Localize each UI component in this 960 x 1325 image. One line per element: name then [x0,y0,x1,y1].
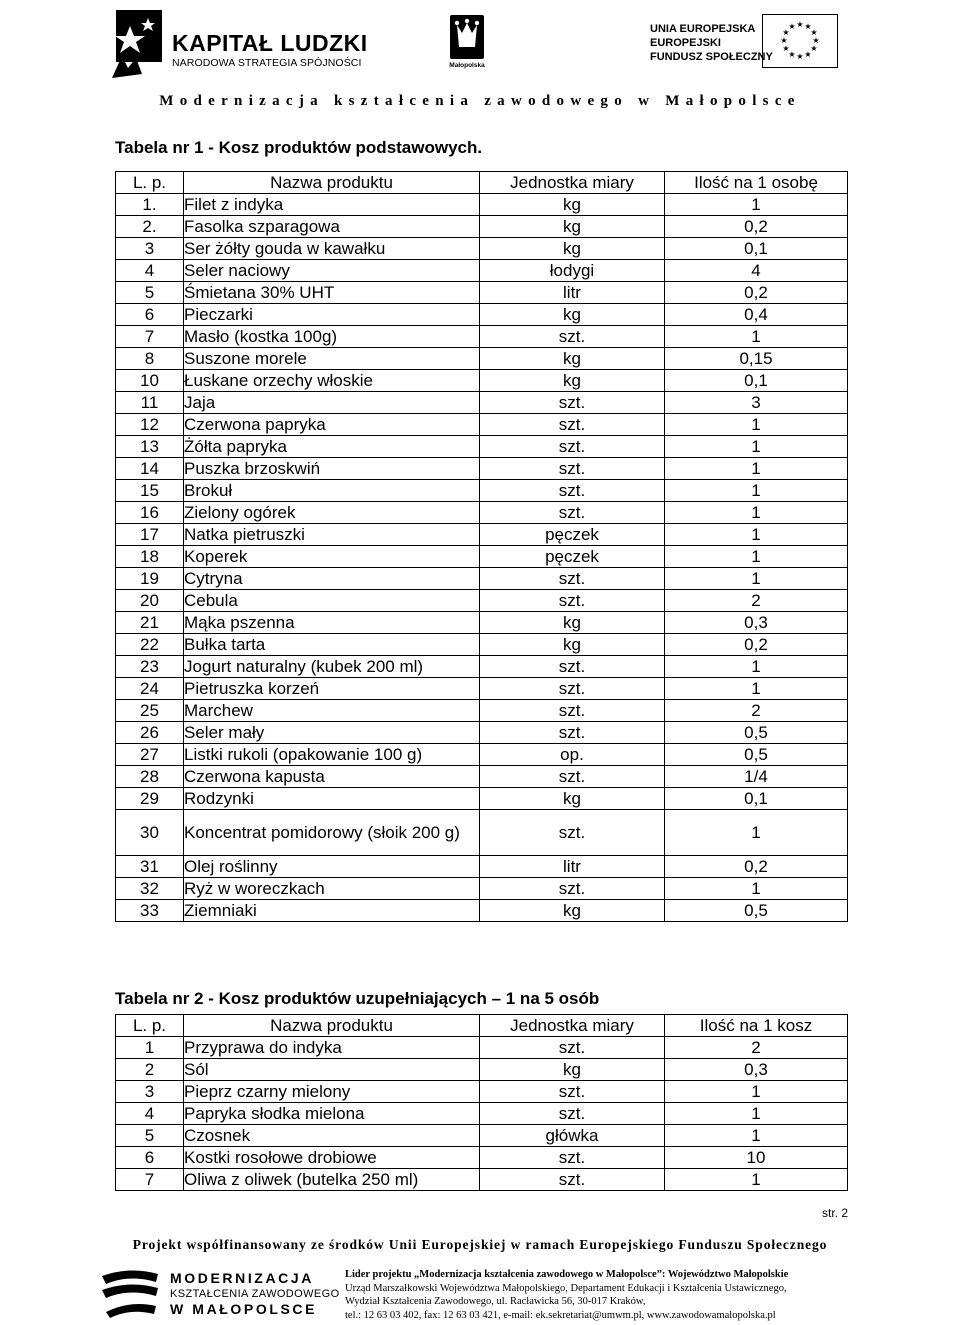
cell-quantity: 1 [665,810,848,856]
cell-product-name: Pieczarki [184,304,480,326]
table-row [116,878,848,900]
cell-product-name: Zielony ogórek [184,502,480,524]
cell-quantity: 1 [665,326,848,348]
col-header-unit: Jednostka miary [480,1015,665,1037]
cell-quantity: 0,2 [665,634,848,656]
cofinanced-statement: Projekt współfinansowany ze środków Unii Europejskiej w ramach Europejskiego Funduszu Społecznego [132,1237,828,1252]
cell-unit: kg [480,1059,665,1081]
svg-text:★: ★ [782,44,790,53]
col-header-name: Nazwa produktu [184,1015,480,1037]
cell-unit: główka [480,1125,665,1147]
cell-unit: kg [480,304,665,326]
cell-unit: kg [480,348,665,370]
table1-caption: Tabela nr 1 - Kosz produktów podstawowych. [115,138,483,157]
cell-quantity: 2 [665,590,848,612]
cell-product-name: Suszone morele [184,348,480,370]
cell-quantity: 1 [665,1081,848,1103]
col-header-lp: L. p. [116,1015,184,1037]
cell-lp: 25 [116,700,184,722]
cell-lp: 4 [116,260,184,282]
cell-lp: 3 [116,1081,184,1103]
cell-lp: 20 [116,590,184,612]
cell-lp: 4 [116,1103,184,1125]
cell-quantity: 10 [665,1147,848,1169]
leader-line-3: Wydział Kształcenia Zawodowego, ul. Racławicka 56, 30-017 Kraków, [345,1296,646,1307]
cell-quantity: 1/4 [665,766,848,788]
kapital-ludzki-logo [108,8,368,80]
cell-quantity: 1 [665,1169,848,1191]
cell-quantity: 1 [665,568,848,590]
cell-quantity: 1 [665,546,848,568]
cell-unit: szt. [480,590,665,612]
cell-unit: szt. [480,1147,665,1169]
cell-quantity: 1 [665,524,848,546]
cell-quantity: 0,5 [665,744,848,766]
cell-lp: 5 [116,1125,184,1147]
cell-unit: kg [480,194,665,216]
cell-product-name: Bułka tarta [184,634,480,656]
cell-lp: 3 [116,238,184,260]
table-row [116,722,848,744]
table-row [116,788,848,810]
cell-product-name: Marchew [184,700,480,722]
cell-product-name: Jogurt naturalny (kubek 200 ml) [184,656,480,678]
cell-product-name: Przyprawa do indyka [184,1037,480,1059]
cell-product-name: Rodzynki [184,788,480,810]
cell-product-name: Oliwa z oliwek (butelka 250 ml) [184,1169,480,1191]
cell-lp: 32 [116,878,184,900]
cell-unit: szt. [480,656,665,678]
table-row [116,568,848,590]
svg-text:★: ★ [810,44,818,53]
table-row [116,414,848,436]
cell-lp: 21 [116,612,184,634]
cell-product-name: Seler naciowy [184,260,480,282]
cell-quantity: 1 [665,480,848,502]
table-row [116,678,848,700]
cell-product-name: Ryż w woreczkach [184,878,480,900]
cell-unit: szt. [480,414,665,436]
table-row [116,1169,848,1191]
cell-unit: szt. [480,1169,665,1191]
cell-lp: 6 [116,304,184,326]
cell-lp: 26 [116,722,184,744]
cell-unit: szt. [480,392,665,414]
table-row [116,1147,848,1169]
table-row [116,810,848,856]
cell-product-name: Czosnek [184,1125,480,1147]
table-row [116,348,848,370]
malopolska-logo [447,15,487,75]
svg-text:★: ★ [788,22,796,31]
cell-product-name: Brokuł [184,480,480,502]
malopolska-emblem-icon [450,15,484,59]
cell-product-name: Masło (kostka 100g) [184,326,480,348]
svg-text:★: ★ [804,50,812,59]
leader-line-1: Lider projektu „Modernizacja kształcenia zawodowego w Małopolsce”: Województwo Małopolskie [345,1269,789,1280]
cell-product-name: Cebula [184,590,480,612]
leader-line-4: tel.: 12 63 03 402, fax: 12 63 03 421, e-mail: ek.sekretariat@umwm.pl, www.zawodowamalopolska.pl [345,1309,776,1321]
kapital-ludzki-subtitle: NARODOWA STRATEGIA SPÓJNOŚCI [172,57,362,69]
table-row [116,1103,848,1125]
col-header-qty: Ilość na 1 kosz [665,1015,848,1037]
svg-text:★: ★ [812,36,820,45]
cell-quantity: 0,2 [665,282,848,304]
table-header-row [116,1015,848,1037]
cell-quantity: 2 [665,700,848,722]
cell-lp: 1 [116,1037,184,1059]
cell-unit: szt. [480,722,665,744]
cell-unit: szt. [480,766,665,788]
table-row [116,370,848,392]
leader-line-2: Urząd Marszałkowski Województwa Małopolskiego, Departament Edukacji i Kształcenia Ustawicznego, [345,1282,787,1294]
svg-text:★: ★ [788,50,796,59]
cell-lp: 1. [116,194,184,216]
col-header-unit: Jednostka miary [480,172,665,194]
cell-quantity: 4 [665,260,848,282]
table-row [116,524,848,546]
cell-unit: szt. [480,1103,665,1125]
cell-quantity: 0,3 [665,612,848,634]
cell-unit: szt. [480,568,665,590]
cell-quantity: 0,2 [665,216,848,238]
table-row [116,480,848,502]
cell-product-name: Sól [184,1059,480,1081]
table-row [116,458,848,480]
cell-product-name: Koperek [184,546,480,568]
cell-unit: kg [480,900,665,922]
modernizacja-line-3: W MAŁOPOLSCE [170,1301,318,1317]
cell-quantity: 0,3 [665,1059,848,1081]
cell-unit: łodygi [480,260,665,282]
cell-quantity: 1 [665,878,848,900]
table-row [116,766,848,788]
svg-text:★: ★ [780,36,788,45]
cell-product-name: Koncentrat pomidorowy (słoik 200 g) [184,810,480,856]
table-row [116,590,848,612]
cell-lp: 19 [116,568,184,590]
cell-unit: kg [480,634,665,656]
cell-lp: 13 [116,436,184,458]
project-tagline: Modernizacja kształcenia zawodowego w Małopolsce [159,93,801,109]
basic-products-table [115,171,848,922]
table-row [116,392,848,414]
cell-product-name: Ziemniaki [184,900,480,922]
cell-product-name: Kostki rosołowe drobiowe [184,1147,480,1169]
cell-lp: 5 [116,282,184,304]
cell-lp: 18 [116,546,184,568]
col-header-name: Nazwa produktu [184,172,480,194]
cell-unit: pęczek [480,546,665,568]
table-row [116,1059,848,1081]
cell-unit: szt. [480,326,665,348]
cell-unit: pęczek [480,524,665,546]
cell-unit: szt. [480,678,665,700]
cell-lp: 31 [116,856,184,878]
table-row [116,900,848,922]
cell-lp: 2 [116,1059,184,1081]
cell-quantity: 0,1 [665,370,848,392]
cell-quantity: 1 [665,436,848,458]
cell-lp: 23 [116,656,184,678]
kapital-ludzki-title: KAPITAŁ LUDZKI [172,30,368,56]
table-row [116,436,848,458]
table-row [116,238,848,260]
eu-line-1: UNIA EUROPEJSKA [650,23,756,35]
cell-lp: 11 [116,392,184,414]
supplementary-products-table [115,1014,848,1191]
cell-unit: szt. [480,458,665,480]
cell-lp: 33 [116,900,184,922]
cell-unit: szt. [480,480,665,502]
table-row [116,216,848,238]
cell-quantity: 3 [665,392,848,414]
table-row [116,1081,848,1103]
cell-product-name: Puszka brzoskwiń [184,458,480,480]
table-row [116,700,848,722]
cell-quantity: 1 [665,1103,848,1125]
cell-unit: kg [480,612,665,634]
eu-line-3: FUNDUSZ SPOŁECZNY [650,51,773,63]
svg-text:★: ★ [810,28,818,37]
cell-quantity: 1 [665,414,848,436]
cell-quantity: 0,5 [665,900,848,922]
cell-lp: 22 [116,634,184,656]
cell-product-name: Jaja [184,392,480,414]
cell-quantity: 1 [665,1125,848,1147]
table-row [116,656,848,678]
table-row [116,194,848,216]
kapital-ludzki-star-icon [108,8,168,80]
table-row [116,1037,848,1059]
cell-lp: 24 [116,678,184,700]
cell-lp: 15 [116,480,184,502]
table-row [116,260,848,282]
cell-lp: 29 [116,788,184,810]
cell-lp: 2. [116,216,184,238]
table2-caption: Tabela nr 2 - Kosz produktów uzupełniających – 1 na 5 osób [115,989,600,1008]
svg-text:★: ★ [804,22,812,31]
cell-product-name: Olej roślinny [184,856,480,878]
cell-quantity: 0,1 [665,238,848,260]
cell-unit: kg [480,238,665,260]
table-row [116,634,848,656]
cell-quantity: 1 [665,656,848,678]
cell-quantity: 1 [665,458,848,480]
cell-lp: 6 [116,1147,184,1169]
cell-lp: 7 [116,326,184,348]
cell-quantity: 0,1 [665,788,848,810]
table-row [116,856,848,878]
cell-unit: kg [480,370,665,392]
cell-product-name: Fasolka szparagowa [184,216,480,238]
cell-quantity: 0,5 [665,722,848,744]
cell-lp: 12 [116,414,184,436]
table-row [116,744,848,766]
modernizacja-logo [100,1266,340,1322]
cell-lp: 14 [116,458,184,480]
malopolska-label: Małopolska [449,62,485,69]
cell-unit: szt. [480,700,665,722]
table-row [116,502,848,524]
cell-unit: szt. [480,878,665,900]
cell-lp: 16 [116,502,184,524]
eu-text [650,22,773,64]
cell-lp: 28 [116,766,184,788]
cell-lp: 27 [116,744,184,766]
eu-flag-icon [762,14,838,68]
cell-product-name: Pieprz czarny mielony [184,1081,480,1103]
cell-product-name: Filet z indyka [184,194,480,216]
eu-line-2: EUROPEJSKI [650,37,721,49]
cell-product-name: Listki rukoli (opakowanie 100 g) [184,744,480,766]
cell-quantity: 0,4 [665,304,848,326]
cell-lp: 17 [116,524,184,546]
cell-unit: szt. [480,1037,665,1059]
cell-unit: szt. [480,1081,665,1103]
table-row [116,1125,848,1147]
svg-text:★: ★ [782,28,790,37]
cell-lp: 8 [116,348,184,370]
cell-unit: kg [480,216,665,238]
svg-text:★: ★ [796,20,804,29]
cell-unit: szt. [480,436,665,458]
cell-unit: litr [480,856,665,878]
page-number: str. 2 [821,1206,848,1220]
modernizacja-line-1: MODERNIZACJA [170,1270,314,1286]
cell-lp: 10 [116,370,184,392]
cell-quantity: 1 [665,678,848,700]
cell-unit: kg [480,788,665,810]
table-row [116,546,848,568]
eu-logo [650,14,840,74]
table-row [116,326,848,348]
cell-product-name: Mąka pszenna [184,612,480,634]
cell-unit: litr [480,282,665,304]
cell-product-name: Czerwona papryka [184,414,480,436]
modernizacja-line-2: KSZTAŁCENIA ZAWODOWEGO [170,1288,340,1300]
cell-unit: op. [480,744,665,766]
cell-lp: 30 [116,810,184,856]
cell-product-name: Czerwona kapusta [184,766,480,788]
cell-quantity: 1 [665,502,848,524]
cell-product-name: Pietruszka korzeń [184,678,480,700]
col-header-lp: L. p. [116,172,184,194]
table-header-row [116,172,848,194]
cell-product-name: Natka pietruszki [184,524,480,546]
table-row [116,282,848,304]
cell-product-name: Śmietana 30% UHT [184,282,480,304]
cell-unit: szt. [480,502,665,524]
cell-unit: szt. [480,810,665,856]
cell-quantity: 1 [665,194,848,216]
cell-quantity: 0,2 [665,856,848,878]
col-header-qty: Ilość na 1 osobę [665,172,848,194]
cell-product-name: Seler mały [184,722,480,744]
svg-text:★: ★ [796,52,804,61]
cell-product-name: Papryka słodka mielona [184,1103,480,1125]
cell-quantity: 2 [665,1037,848,1059]
cell-quantity: 0,15 [665,348,848,370]
cell-product-name: Łuskane orzechy włoskie [184,370,480,392]
table-row [116,612,848,634]
project-leader-info [345,1268,865,1322]
cell-lp: 7 [116,1169,184,1191]
modernizacja-text [170,1270,340,1318]
modernizacja-emblem-icon [100,1266,162,1320]
cell-product-name: Ser żółty gouda w kawałku [184,238,480,260]
cell-product-name: Cytryna [184,568,480,590]
table-row [116,304,848,326]
cell-product-name: Żółta papryka [184,436,480,458]
